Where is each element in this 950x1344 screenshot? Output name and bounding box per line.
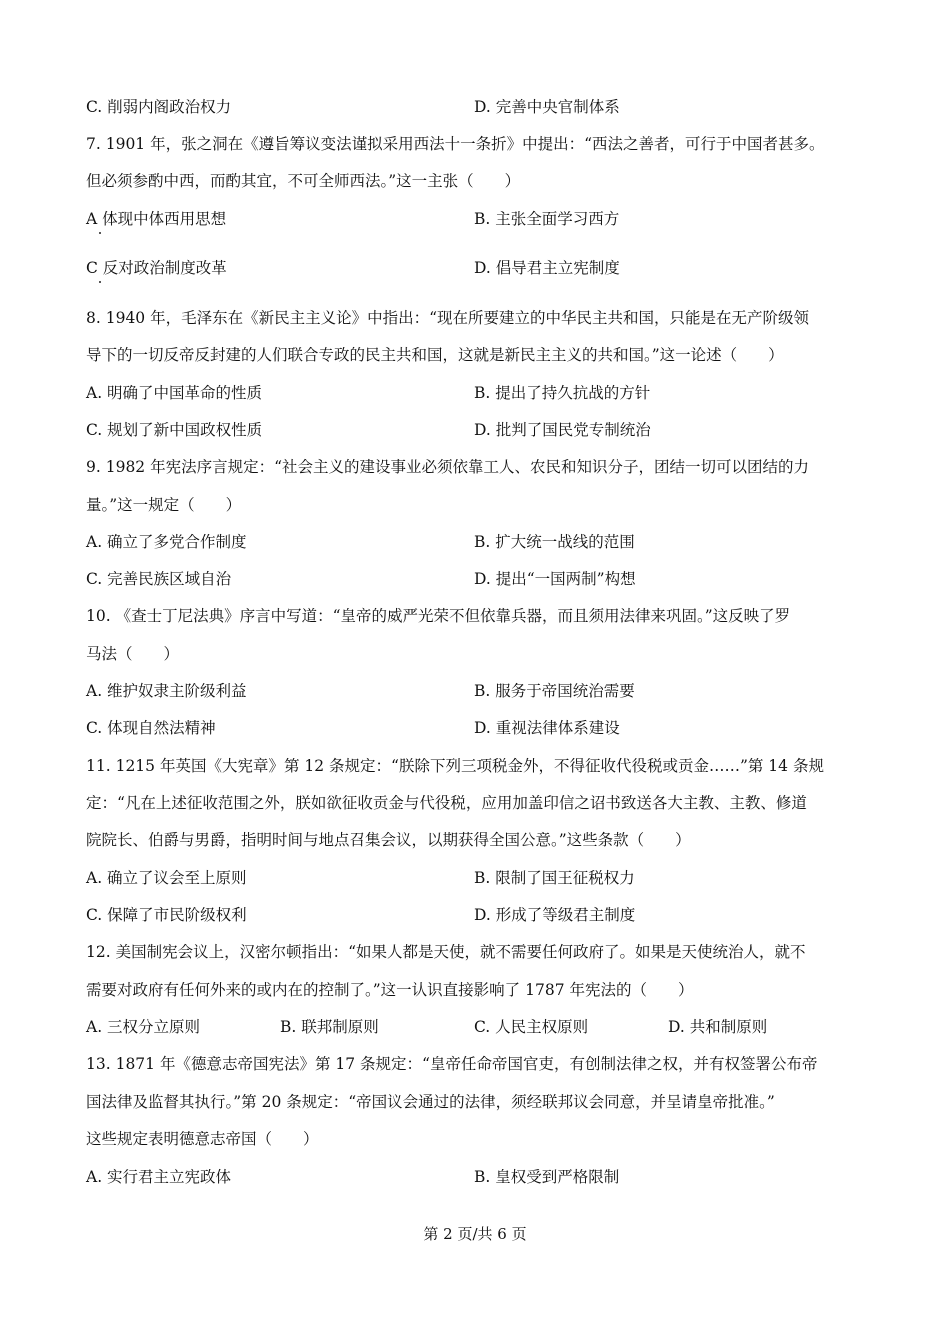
q11-stem-line3: 院院长、伯爵与男爵，指明时间与地点召集会议，以期获得全国公意。”这些条款（ ） <box>86 831 691 849</box>
q10-option-d: D. 重视法律体系建设 <box>474 719 620 737</box>
q11-stem-line1: 11. 1215 年英国《大宪章》第 12 条规定：“朕除下列三项税金外，不得征收代役税或贡金……”第 14 条规 <box>86 757 824 775</box>
q13-stem-line2: 国法律及监督其执行。”第 20 条规定：“帝国议会通过的法律，须经联邦议会同意，并呈请皇帝批准。” <box>86 1093 775 1111</box>
q11-option-d: D. 形成了等级君主制度 <box>474 906 636 924</box>
emphasis-dot <box>99 281 101 283</box>
q10-option-c: C. 体现自然法精神 <box>86 719 216 737</box>
q8-stem-line2: 导下的一切反帝反封建的人们联合专政的民主共和国，这就是新民主主义的共和国。”这一论述（ ） <box>86 346 784 364</box>
q12-stem-line2: 需要对政府有任何外来的或内在的控制了。”这一认识直接影响了 1787 年宪法的（ ） <box>86 981 694 999</box>
q8-option-a: A. 明确了中国革命的性质 <box>86 384 263 402</box>
q8-option-b: B. 提出了持久抗战的方针 <box>474 384 651 402</box>
q13-option-b: B. 皇权受到严格限制 <box>474 1168 620 1186</box>
emphasis-dot <box>99 232 101 234</box>
q12-stem-line1: 12. 美国制宪会议上，汉密尔顿指出：“如果人都是天使，就不需要任何政府了。如果是天使统治人，就不 <box>86 943 806 961</box>
q12-option-d: D. 共和制原则 <box>668 1018 768 1036</box>
q8-stem-line1: 8. 1940 年，毛泽东在《新民主主义论》中指出：“现在所要建立的中华民主共和国，只能是在无产阶级领 <box>86 309 810 327</box>
q6-option-d: D. 完善中央官制体系 <box>474 98 620 116</box>
q7-option-a: A 体现中体西用思想 <box>86 210 227 228</box>
q7-option-b: B. 主张全面学习西方 <box>474 210 620 228</box>
q12-option-c: C. 人民主权原则 <box>474 1018 589 1036</box>
q9-option-b: B. 扩大统一战线的范围 <box>474 533 635 551</box>
q13-stem-line3: 这些规定表明德意志帝国（ ） <box>86 1130 319 1148</box>
q13-option-a: A. 实行君主立宪政体 <box>86 1168 232 1186</box>
q11-stem-line2: 定：“凡在上述征收范围之外，朕如欲征收贡金与代役税，应用加盖印信之诏书致送各大主教、主教、修道 <box>86 794 807 812</box>
q12-option-b: B. 联邦制原则 <box>280 1018 379 1036</box>
q9-stem-line2: 量。”这一规定（ ） <box>86 496 242 514</box>
q12-option-a: A. 三权分立原则 <box>86 1018 201 1036</box>
q6-option-c: C. 削弱内阁政治权力 <box>86 98 232 116</box>
q10-option-b: B. 服务于帝国统治需要 <box>474 682 635 700</box>
q9-option-d: D. 提出“一国两制”构想 <box>474 570 636 588</box>
q7-option-d: D. 倡导君主立宪制度 <box>474 259 620 277</box>
q9-option-a: A. 确立了多党合作制度 <box>86 533 247 551</box>
q9-stem-line1: 9. 1982 年宪法序言规定：“社会主义的建设事业必须依靠工人、农民和知识分子，团结一切可以团结的力 <box>86 458 810 476</box>
q11-option-b: B. 限制了国王征税权力 <box>474 869 635 887</box>
q7-stem-line1: 7. 1901 年，张之洞在《遵旨筹议变法谨拟采用西法十一条折》中提出：“西法之善者，可行于中国者甚多。 <box>86 135 825 153</box>
q9-option-c: C. 完善民族区域自治 <box>86 570 232 588</box>
q10-stem-line1: 10. 《查士丁尼法典》序言中写道：“皇帝的威严光荣不但依靠兵器，而且须用法律来巩固。”这反映了罗 <box>86 607 791 625</box>
q7-stem-line2: 但必须参酌中西，而酌其宜，不可全师西法。”这一主张（ ） <box>86 172 521 190</box>
q11-option-c: C. 保障了市民阶级权利 <box>86 906 247 924</box>
q8-option-d: D. 批判了国民党专制统治 <box>474 421 651 439</box>
q7-option-c: C 反对政治制度改革 <box>86 259 227 277</box>
page-number-footer: 第 2 页/共 6 页 <box>423 1225 527 1243</box>
q10-option-a: A. 维护奴隶主阶级利益 <box>86 682 247 700</box>
q11-option-a: A. 确立了议会至上原则 <box>86 869 247 887</box>
q13-stem-line1: 13. 1871 年《德意志帝国宪法》第 17 条规定：“皇帝任命帝国官吏，有创制法律之权，并有权签署公布帝 <box>86 1055 818 1073</box>
q8-option-c: C. 规划了新中国政权性质 <box>86 421 263 439</box>
q10-stem-line2: 马法（ ） <box>86 645 180 663</box>
